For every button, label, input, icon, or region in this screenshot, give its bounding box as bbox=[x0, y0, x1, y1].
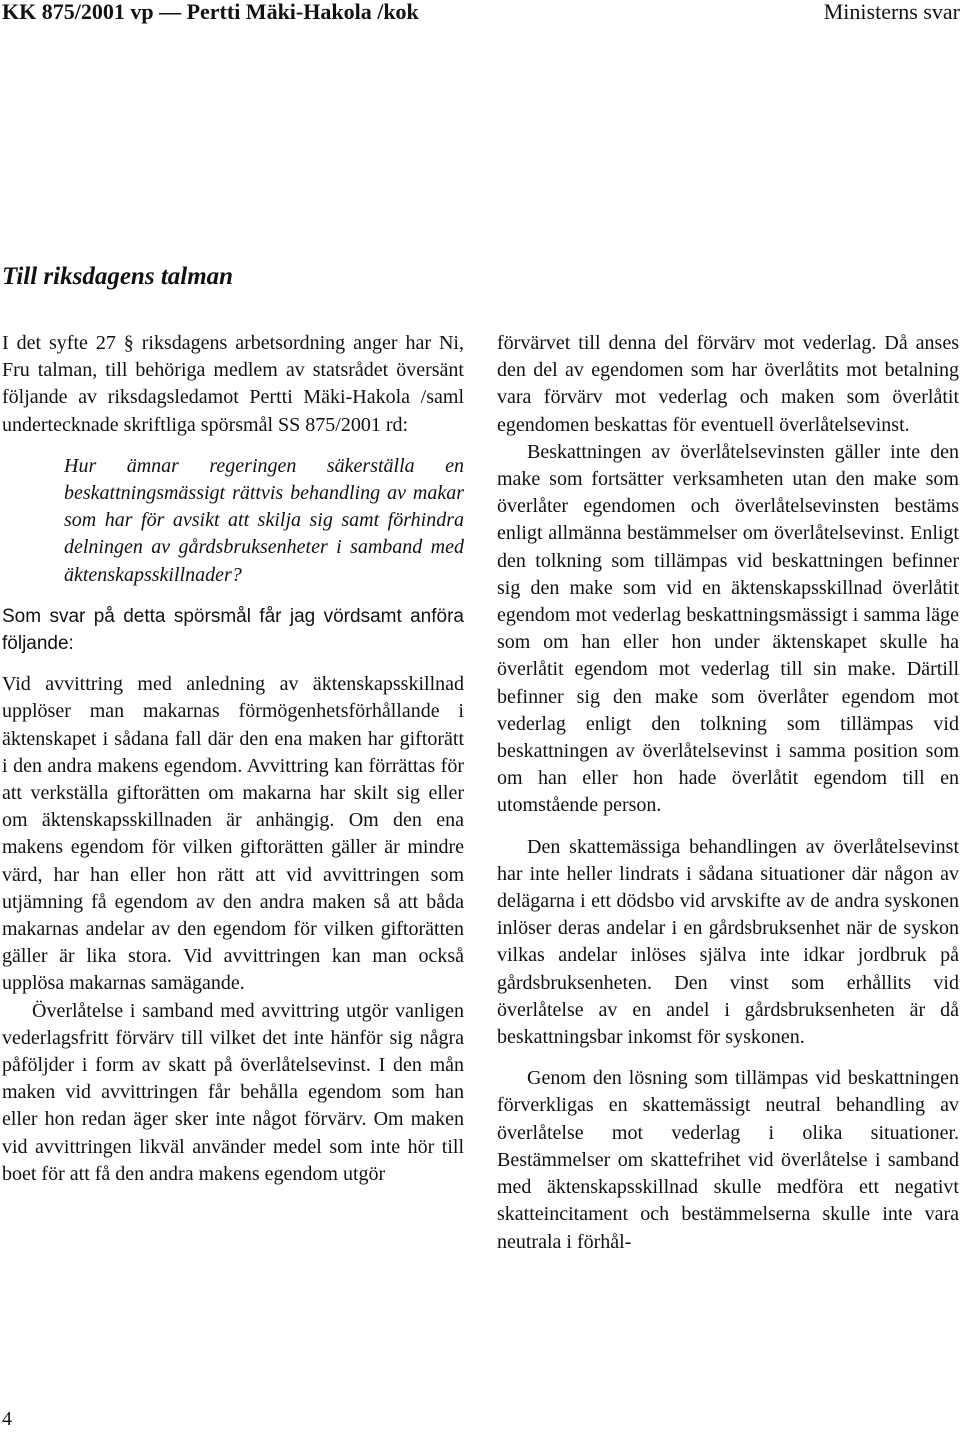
body-paragraph: Genom den lösning som tillämpas vid beskattningen förverkligas en skattemässigt neutral behandling av överlåtelse mot vederlag i olika situationer. Bestämmelser om skattefrihet vid överlåtelse i samband med äktenskapsskillnad skulle medföra ett negativt skatteincitament och bestämmelserna skulle inte vara neutrala i förhål- bbox=[497, 1067, 959, 1253]
answer-intro: Som svar på detta spörsmål får jag vördsamt anföra följande: bbox=[2, 605, 464, 655]
left-column bbox=[2, 330, 464, 1188]
page-title: Till riksdagens talman bbox=[2, 263, 234, 290]
intro-paragraph: I det syfte 27 § riksdagens arbetsordning anger har Ni, Fru talman, till behöriga medlem av statsrådet översänt följande av riksdagsledamot Pertti Mäki-Hakola /saml undertecknade skriftliga spörsmål SS 875/2001 rd: bbox=[2, 332, 464, 436]
body-paragraph: Vid avvittring med anledning av äktenskapsskillnad upplöser man makarnas förmögenhetsförhållande i äktenskapet i sådana fall där den ena maken har giftorätt i den andra makens egendom. Avvittring kan förrättas för att verkställa giftorätten om makarna har skilt sig eller om äktenskapsskillnaden är anhängig. Om den ena makens egendom för vilken giftorätten gäller är mindre värd, har han eller hon rätt att vid avvittringen som utjämning få egendom av den andra maken så att båda makarnas andelar av den egendom för vilken giftorätten gäller är lika stora. Vid avvittringen kan man också upplösa makarnas samägande. bbox=[2, 673, 464, 995]
page-number: 4 bbox=[2, 1408, 12, 1430]
body-paragraph: Beskattningen av överlåtelsevinsten gäller inte den make som fortsätter verksamheten utan den make som överlåter egendomen och överlåtelsevinsten bestäms enligt allmänna bestämmelser om överlåtelsevinst. Enligt den tolkning som tillämpas vid beskattningen befinner sig den make som vid en äktenskapsskillnad överlåtit egendom mot vederlag beskattningsmässigt i samma läge som om han eller hon under äktenskapet skulle ha överlåtit egendom mot vederlag till sin make. Därtill befinner sig den make som överlåter egendom mot vederlag enligt den tolkning som tillämpas vid beskattningen av överlåtelsevinst i samma position som om han eller hon hade överlåtit egendom till en utomstående person. bbox=[497, 440, 959, 817]
question-quote: Hur ämnar regeringen säkerställa en beskattningsmässigt rättvis behandling av makar som har för avsikt att skilja sig samt förhindra delningen av gårdsbruksenheter i samband med äktenskapsskillnader? bbox=[64, 454, 464, 586]
right-column bbox=[497, 330, 959, 1256]
document-reference: KK 875/2001 vp — Pertti Mäki-Hakola /kok bbox=[2, 0, 419, 24]
body-paragraph: förvärvet till denna del förvärv mot vederlag. Då anses den del av egendomen som har överlåtits mot betalning vara förvärv mot vederlag och maken som överlåtit egendomen beskattas för eventuell överlåtelsevinst. bbox=[497, 332, 959, 436]
body-paragraph: Överlåtelse i samband med avvittring utgör vanligen vederlagsfritt förvärv till vilket det inte hänför sig några påföljder i form av skatt på överlåtelsevinst. I den mån maken vid avvittringen får behålla egendom som han eller hon redan äger sker inte något förvärv. Om maken vid avvittringen likväl använder medel som inte hör till boet för att få den andra makens egendom utgör bbox=[2, 999, 464, 1185]
page-header bbox=[0, 0, 960, 30]
body-paragraph: Den skattemässiga behandlingen av överlåtelsevinst har inte heller lindrats i sådana situationer där någon av delägarna i ett dödsbo vid arvskifte av de andra syskonen inlöser deras andelar i en gårdsbruksenhet när de syskon vilkas andelar inlöses själva inte idkar jordbruk på gårdsbruksenheten. Den vinst som erhållits vid överlåtelse av en andel i gårdsbruksenheten är då beskattningsbar inkomst för syskonen. bbox=[497, 835, 959, 1049]
section-label: Ministerns svar bbox=[823, 0, 960, 24]
